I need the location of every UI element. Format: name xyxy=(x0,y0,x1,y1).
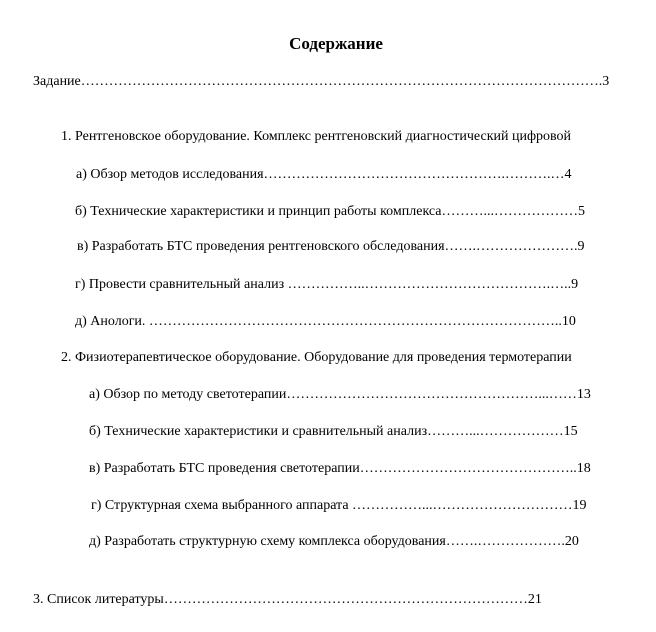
toc-section-2: 2. Физиотерапевтическое оборудование. Оборудование для проведения термотерапии xyxy=(61,350,572,365)
toc-section-3: 3. Список литературы……………………………………………………………………21 xyxy=(33,592,542,607)
toc-entry-2a: а) Обзор по методу светотерапии………………………………………………...……13 xyxy=(89,387,591,402)
toc-entry-1a: а) Обзор методов исследования…………………………………………….……….…4 xyxy=(76,167,572,182)
toc-entry-1e: д) Анологи. ……………………………………………………………………………..10 xyxy=(75,314,576,329)
toc-section-1: 1. Рентгеновское оборудование. Комплекс рентгеновский диагностический цифровой xyxy=(61,129,572,144)
toc-entry-1b: б) Технические характеристики и принцип работы комплекса………...………………5 xyxy=(75,204,585,219)
toc-entry-1d: г) Провести сравнительный анализ ……………..………………………………….…..9 xyxy=(75,277,579,292)
toc-entry-2d: г) Структурная схема выбранного аппарата ……………...…………………………19 xyxy=(91,498,587,513)
toc-entry-2e: д) Разработать структурную схему комплекса оборудования…….……………….20 xyxy=(89,534,579,549)
page-title: Содержание xyxy=(289,34,383,53)
toc-entry-2b: б) Технические характеристики и сравнительный анализ………...………………15 xyxy=(89,424,578,439)
toc-entry-1c: в) Разработать БТС проведения рентгеновского обследования…….………………….9 xyxy=(77,239,585,254)
toc-entry-2c: в) Разработать БТС проведения светотерапии………………………………………..18 xyxy=(89,461,591,476)
toc-entry-assignment: Задание………………………………………………………………………………………………….3 xyxy=(33,74,610,89)
